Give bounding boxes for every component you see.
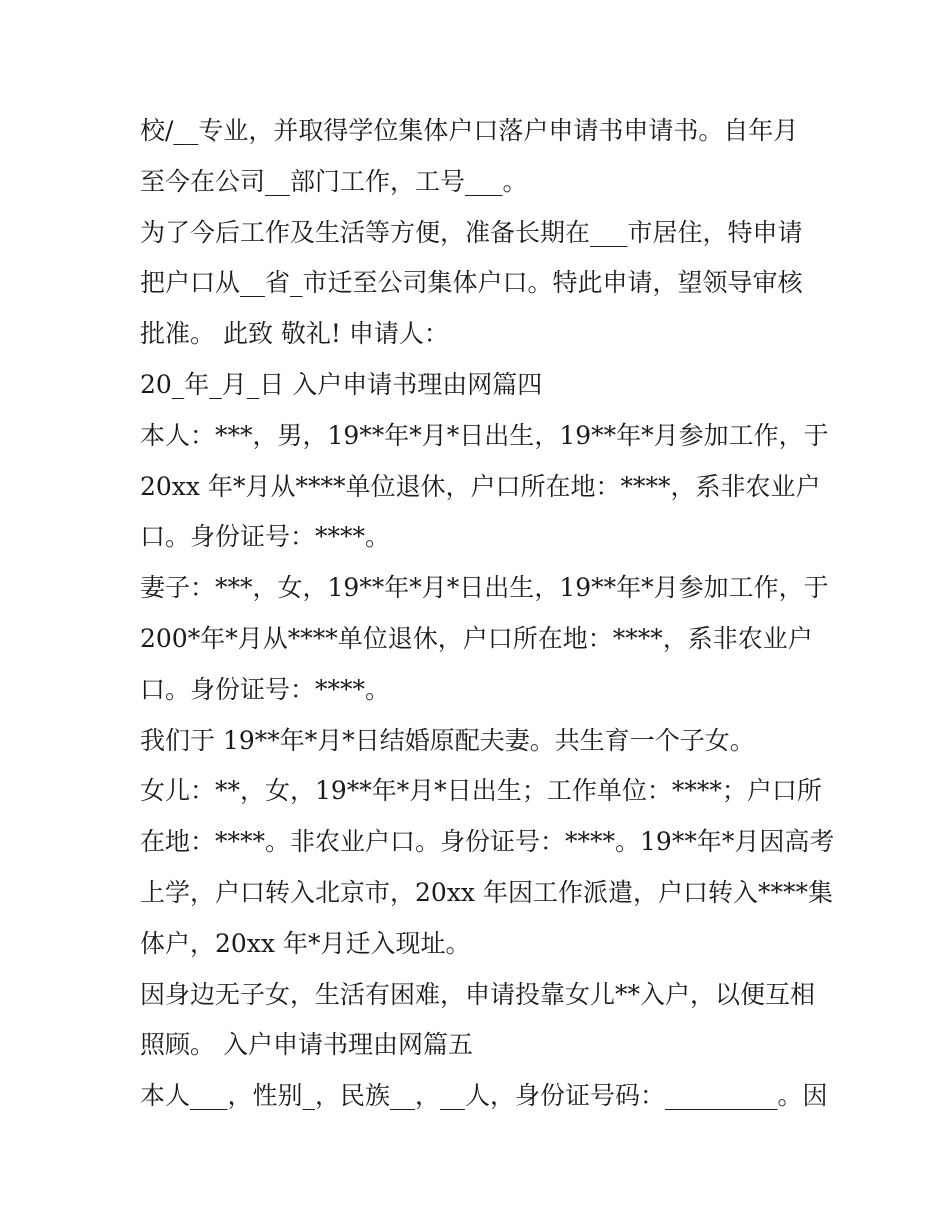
text-line: 本人：***，男，19**年*月*日出生，19**年*月参加工作，于 (140, 420, 829, 450)
text-line: 我们于 19**年*月*日结婚原配夫妻。共生育一个子女。 (140, 725, 755, 755)
text-line: 校/__专业，并取得学位集体户口落户申请书申请书。自年月 (140, 116, 799, 145)
text-line: 体户，20xx 年*月迁入现址。 (140, 928, 471, 958)
text-line: 妻子：***，女，19**年*月*日出生，19**年*月参加工作，于 (140, 573, 829, 603)
section-heading-line: 20_年_月_日 入户申请书理由网篇四 (140, 369, 543, 399)
text-line: 200*年*月从****单位退休，户口所在地：****，系非农业户 (140, 623, 813, 653)
text-line: 女儿：**，女，19**年*月*日出生；工作单位：****；户口所 (140, 776, 822, 806)
text-line: 在地：****。非农业户口。身份证号：****。19**年*月因高考 (140, 827, 835, 857)
text-line: 口。身份证号：****。 (140, 522, 391, 552)
text-line: 把户口从__省_市迁至公司集体户口。特此申请，望领导审核 (140, 268, 803, 298)
text-line: 为了今后工作及生活等方便，准备长期在___市居住，特申请 (140, 217, 803, 247)
text-line: 20xx 年*月从****单位退休，户口所在地：****，系非农业户 (140, 471, 821, 501)
section-heading-line: 照顾。 入户申请书理由网篇五 (140, 1030, 473, 1060)
text-line: 上学，户口转入北京市，20xx 年因工作派遣，户口转入****集 (140, 877, 833, 907)
text-line: 口。身份证号：****。 (140, 674, 391, 704)
document-body (140, 106, 835, 1122)
text-line: 至今在公司__部门工作，工号___。 (140, 166, 528, 196)
text-line: 因身边无子女，生活有困难，申请投靠女儿**入户，以便互相 (140, 979, 816, 1009)
text-line: 批准。 此致 敬礼! 申请人： (140, 319, 449, 349)
text-line: 本人___，性别_，民族__，__人，身份证号码：_________。因 (140, 1081, 828, 1111)
